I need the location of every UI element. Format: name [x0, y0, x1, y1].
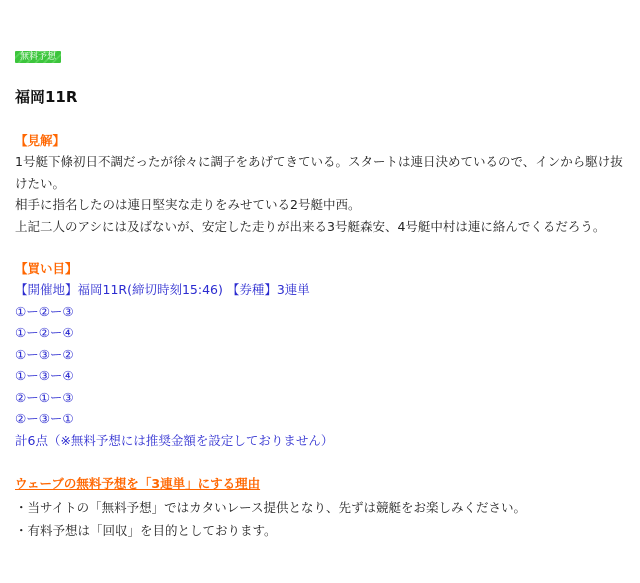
- opinion-heading: 【見解】: [15, 133, 66, 148]
- opinion-line: けたい。: [15, 175, 66, 191]
- combo-item: ①ー②ー③: [15, 303, 74, 319]
- free-prediction-badge: 無料予想: [15, 51, 61, 63]
- buy-heading: 【買い目】: [15, 261, 78, 276]
- race-title: 福岡11R: [15, 88, 78, 106]
- reason-title: ウェーブの無料予想を「3連単」にする理由: [15, 476, 261, 491]
- reason-item: ・当サイトの「無料予想」ではカタいレース提供となり、先ずは競艇をお楽しみください。: [15, 500, 527, 515]
- reason-item: ・有料予想は「回収」を目的としております。: [15, 523, 277, 538]
- combo-item: ①ー③ー④: [15, 368, 74, 383]
- combo-item: ②ー①ー③: [15, 389, 74, 405]
- race-info: 【開催地】福岡11R(締切時刻15:46) 【券種】3連単: [15, 282, 310, 297]
- combo-item: ①ー③ー②: [15, 346, 74, 362]
- opinion-line: 上記二人のアシには及ばないが、安定した走りが出来る3号艇森安、4号艇中村は連に絡んでくるだろう。: [15, 218, 606, 234]
- total-points: 計6点（※無料予想には推奨金額を設定しておりません）: [15, 432, 334, 448]
- buy-section: [15, 258, 625, 451]
- opinion-line: 1号艇下條初日不調だったが徐々に調子をあげてきている。スタートは連日決めているので、インから駆け抜: [15, 154, 623, 169]
- combo-item: ②ー③ー①: [15, 411, 74, 426]
- opinion-section: [15, 130, 625, 237]
- combo-item: ①ー②ー④: [15, 325, 74, 340]
- opinion-line: 相手に指名したのは連日堅実な走りをみせている2号艇中西。: [15, 197, 361, 212]
- reason-list: [15, 496, 526, 542]
